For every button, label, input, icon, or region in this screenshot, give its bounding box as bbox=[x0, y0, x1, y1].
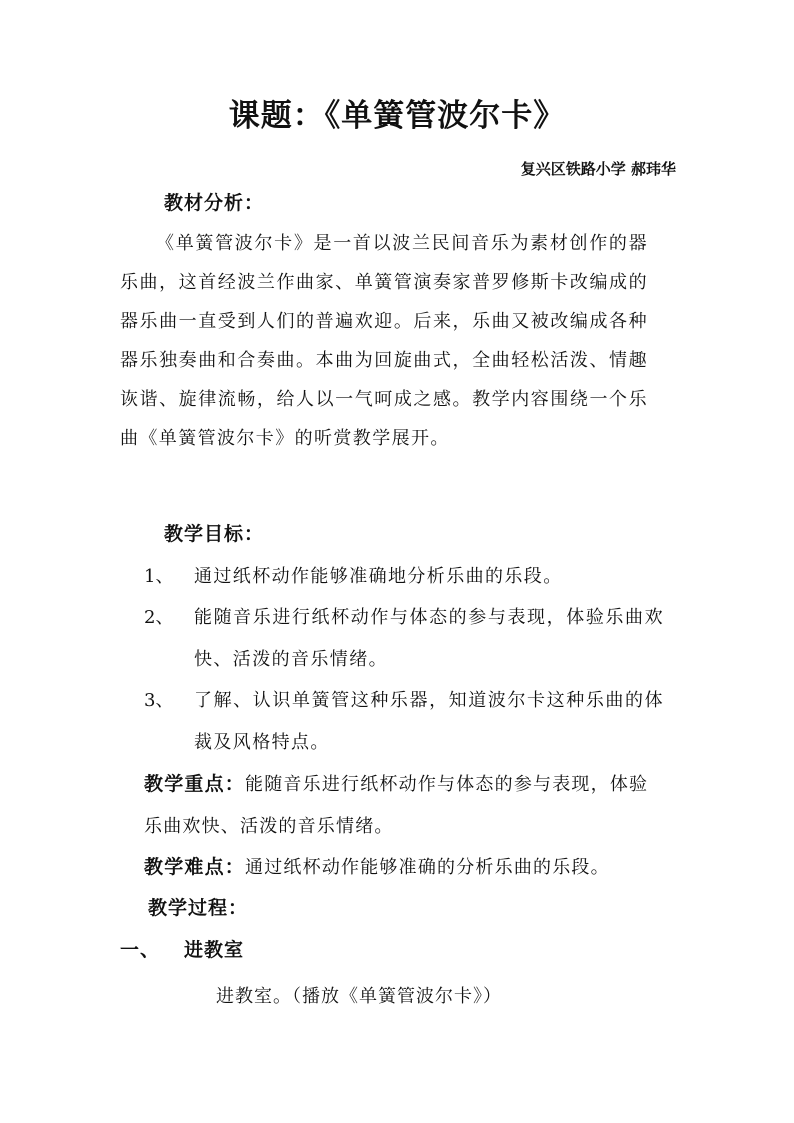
key-point-label: 教学重点： bbox=[144, 773, 246, 795]
key-point-text: 能随音乐进行纸杯动作与体态的参与表现，体验乐曲欢快、活泼的音乐情绪。 bbox=[144, 774, 649, 837]
difficulty bbox=[144, 846, 654, 889]
goal-item bbox=[144, 556, 664, 598]
goal-number: 2、 bbox=[144, 607, 174, 628]
analysis-paragraph: 《单簧管波尔卡》是一首以波兰民间音乐为素材创作的器乐曲，这首经波兰作曲家、单簧管演奏家普罗修斯卡改编成的器乐曲一直受到人们的普遍欢迎。后来，乐曲又被改编成各种器乐独奏曲和合奏曲。本曲为回旋曲式，全曲轻松活泼、情趣诙谐、旋律流畅，给人以一气呵成之感。教学内容围绕一个乐曲《单簧管波尔卡》的听赏教学展开。 bbox=[120, 233, 648, 449]
goals-heading: 教学目标： bbox=[164, 523, 265, 545]
difficulty-label: 教学难点： bbox=[144, 856, 246, 878]
section-text: 进教室。（播放《单簧管波尔卡》） bbox=[216, 986, 502, 1007]
section-title: 进教室 bbox=[184, 939, 245, 961]
goal-text: 了解、认识单簧管这种乐器，知道波尔卡这种乐曲的体裁及风格特点。 bbox=[194, 690, 664, 753]
key-point bbox=[144, 763, 654, 848]
goal-text: 通过纸杯动作能够准确地分析乐曲的乐段。 bbox=[194, 566, 563, 587]
author-line: 复兴区铁路小学 郝玮华 bbox=[520, 160, 676, 178]
page-title: 课题：《单簧管波尔卡》 bbox=[228, 98, 566, 134]
section-number: 一、 bbox=[120, 939, 161, 961]
goal-item bbox=[144, 680, 664, 764]
analysis-heading: 教材分析： bbox=[164, 192, 265, 214]
process-heading: 教学过程： bbox=[148, 897, 249, 919]
difficulty-text: 通过纸杯动作能够准确的分析乐曲的乐段。 bbox=[245, 857, 610, 878]
goal-item bbox=[144, 597, 664, 681]
goal-number: 3、 bbox=[144, 690, 174, 711]
process-section-heading bbox=[120, 935, 244, 965]
goal-text: 能随音乐进行纸杯动作与体态的参与表现，体验乐曲欢快、活泼的音乐情绪。 bbox=[194, 607, 664, 670]
goal-number: 1、 bbox=[144, 566, 174, 587]
